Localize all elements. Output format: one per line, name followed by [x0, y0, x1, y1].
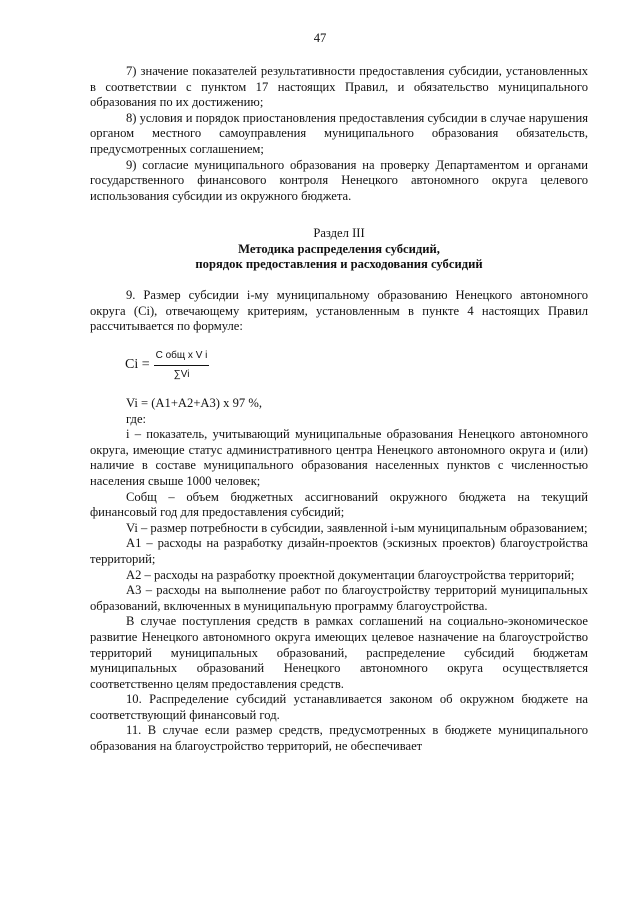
section-heading: [90, 226, 588, 273]
page-number: 47: [313, 31, 327, 45]
section-title: порядок предоставления и расходования субсидий: [195, 257, 483, 272]
definition-item: A3 – расходы на выполнение работ по благоустройству территорий муниципальных образований, включенных в муниципальную программу благоустройства.: [90, 583, 588, 613]
conditions-list: [90, 64, 588, 204]
paragraph: 9. Размер субсидии i-му муниципальному образованию Ненецкого автономного округа (Ci), отвечающему критериям, установленным в пункте 4 настоящих Правил рассчитывается по формуле:: [90, 288, 588, 334]
paragraph: 11. В случае если размер средств, предусмотренных в бюджете муниципального образования на благоустройство территорий, не обеспечивает: [90, 723, 588, 754]
subsidy-formula: [125, 348, 209, 382]
paragraph: В случае поступления средств в рамках соглашений на социально-экономическое развитие Ненецкого автономного округа имеющих целевое назначение на благоустройство территорий муниципальных образований, распределение субсидий бюджетам муниципальных образований Ненецкого автономного округа осуществляется соответственно целям предоставления средств.: [90, 614, 588, 691]
definitions-block: [90, 396, 588, 755]
definition-item: Cобщ – объем бюджетных ассигнований окружного бюджета на текущий финансовый год для предоставления субсидий;: [90, 489, 588, 520]
where-label: где:: [126, 411, 147, 426]
formula-denominator: ∑Vi: [173, 368, 190, 380]
list-item: 7) значение показателей результативности предоставления субсидии, установленных в соответствии с пунктом 17 настоящих Правил, и обязательство муниципального образования по их достижению;: [90, 64, 588, 110]
definition-item: A1 – расходы на разработку дизайн-проектов (эскизных проектов) благоустройства территорий;: [90, 536, 588, 566]
definition-item: A2 – расходы на разработку проектной документации благоустройства территорий;: [126, 567, 575, 582]
formula-numerator: С общ x V i: [154, 348, 210, 366]
list-item: 9) согласие муниципального образования на проверку Департаментом и органами государственного финансового контроля Ненецкого автономного округа целевого использования субсидии из окружного бюджета.: [90, 157, 588, 203]
section-title: Методика распределения субсидий,: [238, 241, 440, 256]
section-label: Раздел III: [313, 226, 365, 240]
definition-item: i – показатель, учитывающий муниципальные образования Ненецкого автономного округа, имеющие статус административного центра Ненецкого автономного округа и (или) наличие в составе муниципального образования населенных пунктов с численностью населения свыше 1000 человек;: [90, 427, 588, 488]
definition-item: Vi – размер потребности в субсидии, заявленной i-ым муниципальным образованием;: [126, 520, 588, 535]
paragraph-9: [90, 288, 588, 335]
paragraph: 10. Распределение субсидий устанавливается законом об окружном бюджете на соответствующий финансовый год.: [90, 692, 588, 722]
vi-formula: Vi = (A1+A2+A3) x 97 %,: [126, 396, 262, 410]
list-item: 8) условия и порядок приостановления предоставления субсидии в случае нарушения органом местного самоуправления муниципального образования обязательств, предусмотренных соглашением;: [90, 110, 589, 156]
formula-lhs: Ci =: [125, 357, 150, 373]
formula-fraction: [154, 348, 210, 382]
